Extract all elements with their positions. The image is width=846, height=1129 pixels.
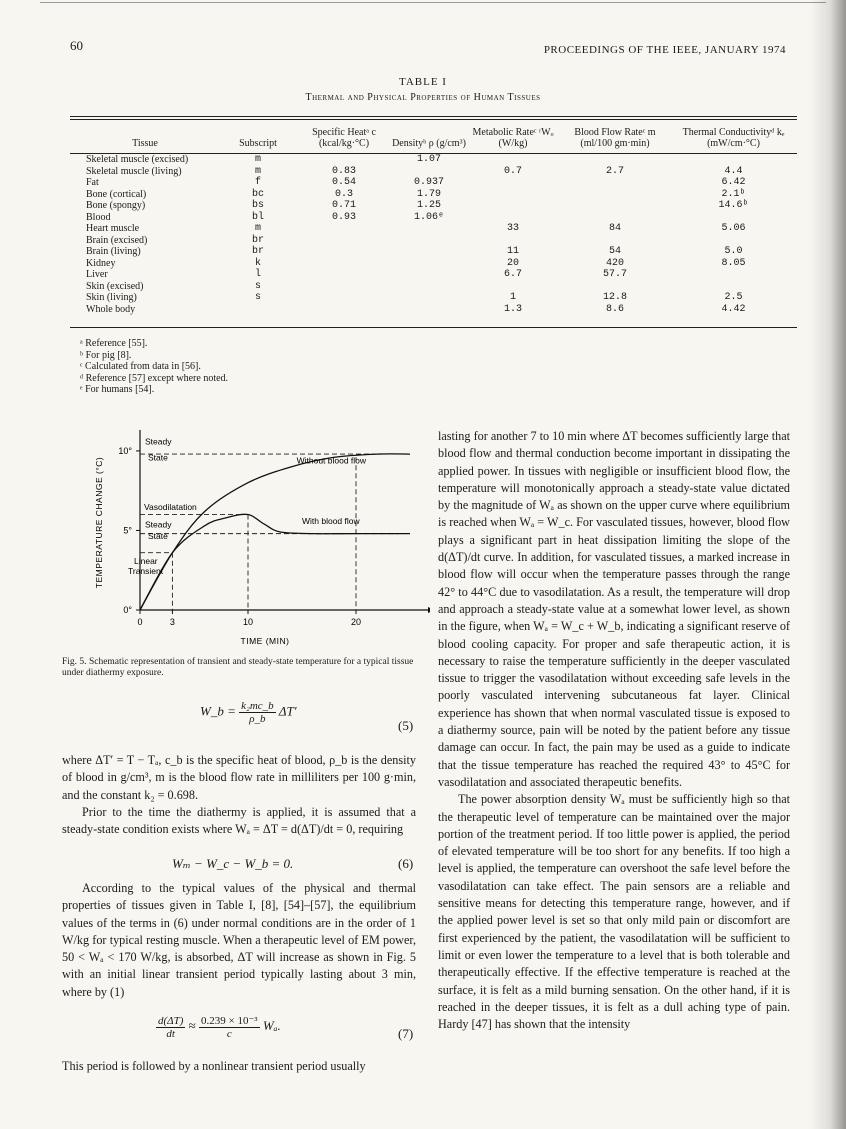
- paragraph: Prior to the time the diathermy is applied, it is assumed that a steady-state condition exists where Wₐ = ΔT = d(ΔT)/dt = 0, requiring: [62, 804, 416, 837]
- cell-sub: k: [254, 257, 261, 269]
- paragraph: lasting for another 7 to 10 min where ΔT becomes sufficiently large that blood flow and thermal conduction become important in dissipating the applied power. In tissues with negligible or insufficient blood flow, the temperature will monotonically approach a steady-state value dictated by the magnitude of Wₐ as shown on the upper curve where equilibrium is reached when Wₐ = W_c. For vasculated tissues, however, blood flow plays a significant part in heat dissipation limiting the slope of the d(ΔT)/dt curve. In addition, for vasculated tissues, a marked increase in blood flow will occur when the temperature passes through the range 42° to 44°C due to vasodilatation. As a result, the temperature will drop and approach a steady-state value at a somewhat lower level, as shown in the figure, when Wₐ = W_c + W_b, indicating a significant reserve of blood cooling capacity. For proper and safe therapeutic action, it is necessary to raise the temperature sufficiently in the deeper vasculated tissue to trigger the vasodilatation without exceeding safe levels in the poorly vasculated intervening subcutaneous fat layer. Clinical experience has shown that when normal vasculated tissue is exposed to a diathermy source, pain will be noted by the patient before any tissue damage can occur. In fact, the pain may be used as a guide to indicate that the tissue temperature has reached the required 43° to 45°C for vasodilatation and associated therapeutic benefits.: [438, 429, 790, 789]
- eq5-numerator: k₂mc_b: [241, 700, 274, 712]
- running-header: PROCEEDINGS OF THE IEEE, JANUARY 1974: [543, 44, 786, 56]
- eq7-approx: ≈: [188, 1017, 196, 1033]
- cell-sub: br: [251, 234, 264, 246]
- cell-k: 2.5: [724, 292, 743, 303]
- cell-met: [466, 177, 560, 189]
- cell-flow: 12.8: [602, 292, 627, 303]
- equation-7: [156, 1014, 281, 1040]
- table-row: [70, 235, 797, 247]
- cell-met: [466, 235, 560, 247]
- cell-c: [296, 258, 392, 270]
- cell-met: 33: [506, 223, 519, 234]
- cell-rho: [392, 258, 466, 270]
- table-top-rule: [70, 116, 797, 117]
- cell-flow: [560, 235, 670, 247]
- cell-c: [296, 269, 392, 281]
- eq7-fraction-1: [156, 1015, 185, 1040]
- cell-tissue: Bone (cortical): [86, 188, 147, 200]
- series-with-blood-flow: [140, 514, 410, 610]
- annotation-vasodilatation: Vasodilatation: [144, 501, 197, 512]
- y-tick-label: 0°: [123, 605, 132, 615]
- x-tick-label: 20: [350, 617, 362, 627]
- table-row: [70, 292, 797, 304]
- cell-sub: [220, 304, 296, 316]
- cell-rho: 1.06ᵉ: [413, 211, 444, 223]
- cell-rho: [392, 166, 466, 178]
- cell-sub: m: [254, 154, 261, 165]
- cell-flow: [560, 154, 670, 166]
- cell-met: [466, 281, 560, 293]
- cell-met: 0.7: [503, 165, 522, 177]
- x-axis-label: TIME (MIN): [240, 636, 290, 646]
- cell-k: [670, 281, 797, 293]
- table-title: Thermal and Physical Properties of Human Tissues: [305, 92, 541, 103]
- figure-caption-text: Schematic representation of transient and steady-state temperature for a typical tissue under diathermy exposure.: [62, 657, 414, 679]
- eq5-denominator: ρ_b: [249, 713, 266, 725]
- equation-5: [200, 700, 297, 725]
- cell-sub: bs: [251, 200, 264, 211]
- table-row: [70, 154, 797, 166]
- cell-rho: 0.937: [413, 177, 444, 188]
- table-row: [70, 258, 797, 270]
- cell-k: 14.6ᵇ: [718, 200, 749, 211]
- eq7-denominator-2: c: [226, 1028, 232, 1040]
- figure-caption: [62, 657, 422, 680]
- cell-rho: [392, 235, 466, 247]
- eq5-rhs: ΔT′: [278, 703, 297, 719]
- cell-c: [296, 281, 392, 293]
- table-row: [70, 189, 797, 201]
- paragraph: According to the typical values of the physical and thermal properties of tissues given in Table I, [8], [54]–[57], the equilibrium values of the terms in (6) under normal conditions are in the order of 1 W/kg for typical resting muscle. When a therapeutic level of EM power, 50 < Wₐ < 170 W/kg, is absorbed, ΔT will increase as shown in Fig. 5 with an initial linear transient period typically lasting about 3 min, where by (1): [62, 881, 416, 999]
- cell-met: 6.7: [503, 269, 522, 280]
- cell-k: 2.1ᵇ: [721, 188, 746, 200]
- annotation-steady-state-lower-2: State: [148, 530, 168, 541]
- table-header-row: [70, 122, 797, 154]
- annotation-with-blood-flow: With blood flow: [302, 516, 360, 527]
- cell-tissue: Fat: [86, 177, 99, 188]
- scan-top-edge: [40, 2, 826, 3]
- figure-label: Fig. 5.: [62, 657, 87, 667]
- cell-flow: 57.7: [602, 269, 627, 280]
- cell-rho: [392, 281, 466, 293]
- annotation-transient: Transient: [128, 565, 164, 576]
- annotation-steady-state-upper: Steady: [145, 436, 172, 447]
- scan-binding-shadow: [810, 0, 846, 1129]
- cell-flow: 420: [605, 257, 624, 269]
- table-body: [70, 154, 797, 315]
- annotation-linear: Linear: [134, 555, 158, 566]
- cell-sub: m: [254, 165, 261, 177]
- cell-sub: bc: [251, 188, 264, 200]
- equation-6: Wₘ − W_c − W_b = 0.: [172, 856, 294, 871]
- eq5-lhs: W_b =: [200, 703, 236, 719]
- cell-met: [466, 154, 560, 166]
- cell-met: 1.3: [503, 303, 522, 315]
- y-tick-label: 5°: [123, 525, 132, 536]
- eq7-fraction-2: [199, 1014, 260, 1040]
- paragraph: The power absorption density Wₐ must be sufficiently high so that the therapeutic level of temperature can be maintained over the major portion of the treatment period. If too little power is applied, the period of elevated temperature will be too short for any benefits. If too high a level is applied, the temperature can overshoot the safe level before the vasodilatation can take effect. The pain sensors are a reliable and sensitive means for detecting this temperature range, however, and if the applied power level is set so that only mild pain or discomfort are first experienced by the patient, the vasodilatation will be sufficient to limit or even lower the temperature to a level that is both tolerable and therapeutically effective. If the effective temperature is reached at the surface, it is felt as a mild burning sensation. On the other hand, if it is reached in the deeper tissues, it is felt as a dull aching type of pain. Hardy [47] has shown that the intensity: [438, 792, 790, 1032]
- eq5-fraction: [239, 700, 276, 725]
- cell-c: [296, 154, 392, 166]
- cell-flow: [560, 177, 670, 189]
- eq7-numerator-1: d(ΔT): [158, 1014, 184, 1027]
- cell-tissue: Kidney: [86, 257, 116, 269]
- cell-sub: bl: [251, 211, 264, 223]
- cell-rho: [392, 292, 466, 304]
- cell-c: 0.93: [331, 211, 356, 223]
- col-header: Blood Flow Rateᶜ m (ml/100 gm·min): [574, 127, 656, 149]
- col-header: Tissue: [132, 138, 158, 149]
- cell-rho: 1.07: [416, 154, 441, 165]
- x-tick-label: 10: [242, 617, 254, 627]
- series-without-blood-flow: [140, 454, 410, 610]
- cell-tissue: Brain (living): [86, 246, 141, 257]
- footnote: ᵃ Reference [55].: [80, 338, 148, 349]
- cell-tissue: Brain (excised): [86, 234, 148, 246]
- table-row: [70, 223, 797, 235]
- x-tick-label: 3: [169, 617, 175, 627]
- cell-tissue: Blood: [86, 211, 111, 223]
- y-axis-label: TEMPERATURE CHANGE (°C): [94, 456, 104, 589]
- eq5-number: (5): [398, 718, 414, 733]
- cell-sub: m: [254, 223, 261, 234]
- cell-sub: l: [254, 269, 261, 280]
- footnote: ᶜ Calculated from data in [56].: [80, 361, 201, 372]
- cell-flow: 2.7: [605, 165, 624, 177]
- eq7-denominator-1: dt: [166, 1027, 175, 1040]
- cell-sub: f: [254, 177, 261, 188]
- table-top-rule-2: [70, 119, 797, 120]
- left-column-mid: [62, 880, 416, 1001]
- eq7-rhs: Wₐ.: [262, 1017, 281, 1033]
- cell-flow: [560, 212, 670, 224]
- table-row: [70, 200, 797, 212]
- table-footnotes: [80, 338, 228, 396]
- annotation-without-blood-flow: Without blood flow: [296, 455, 367, 466]
- cell-rho: [392, 223, 466, 235]
- table-row: [70, 281, 797, 293]
- cell-flow: 54: [608, 246, 621, 257]
- cell-k: [670, 212, 797, 224]
- x-axis-arrow: [428, 607, 430, 613]
- left-column-top: [62, 752, 416, 838]
- cell-k: 8.05: [721, 257, 746, 269]
- cell-rho: [392, 304, 466, 316]
- footnote: ᵉ For humans [54].: [80, 384, 155, 395]
- cell-tissue: Liver: [86, 269, 108, 280]
- cell-c: 0.71: [331, 200, 356, 211]
- cell-tissue: Bone (spongy): [86, 200, 146, 211]
- cell-sub: br: [251, 246, 264, 257]
- cell-k: [670, 235, 797, 247]
- cell-c: [296, 223, 392, 235]
- x-tick-label: 0: [137, 617, 143, 627]
- cell-rho: [392, 246, 466, 258]
- cell-tissue: Whole body: [86, 303, 136, 315]
- cell-tissue: Skin (excised): [86, 280, 144, 292]
- col-header: Subscript: [239, 138, 277, 149]
- cell-k: [670, 154, 797, 166]
- cell-rho: [392, 269, 466, 281]
- cell-tissue: Skin (living): [86, 292, 137, 303]
- cell-met: [466, 212, 560, 224]
- cell-c: [296, 304, 392, 316]
- cell-c: 0.54: [331, 177, 356, 188]
- cell-met: [466, 200, 560, 212]
- cell-met: 11: [506, 246, 519, 257]
- cell-flow: [560, 189, 670, 201]
- cell-k: 5.06: [721, 223, 746, 234]
- cell-met: [466, 189, 560, 201]
- col-header: Thermal Conductivityᵈ kₑ (mW/cm·°C): [682, 127, 785, 149]
- cell-k: 4.42: [721, 303, 746, 315]
- cell-flow: [560, 200, 670, 212]
- footnote: ᵈ Reference [57] except where noted.: [80, 372, 229, 384]
- cell-rho: 1.79: [416, 188, 441, 200]
- cell-tissue: Skeletal muscle (living): [86, 165, 182, 177]
- footnote: ᵇ For pig [8].: [80, 349, 132, 361]
- table-row: [70, 246, 797, 258]
- cell-met: 20: [506, 257, 519, 269]
- cell-met: 1: [509, 292, 516, 303]
- annotation-steady-state-lower: Steady: [145, 519, 172, 530]
- eq7-numerator-2: 0.239 × 10⁻³: [201, 1015, 258, 1027]
- y-tick-label: 10°: [118, 445, 132, 456]
- eq7-number: (7): [398, 1026, 414, 1041]
- page-number: 60: [70, 38, 83, 53]
- table-number: TABLE I: [399, 76, 447, 88]
- cell-k: 4.4: [724, 165, 743, 177]
- cell-k: 5.0: [724, 246, 743, 257]
- cell-k: 6.42: [721, 177, 746, 188]
- cell-sub: s: [254, 292, 261, 303]
- cell-c: [296, 235, 392, 247]
- paragraph: This period is followed by a nonlinear transient period usually: [62, 1059, 366, 1073]
- cell-sub: s: [254, 280, 261, 292]
- cell-flow: [560, 281, 670, 293]
- cell-tissue: Heart muscle: [86, 223, 140, 234]
- table-row: [70, 177, 797, 189]
- table-row: [70, 212, 797, 224]
- cell-k: [670, 269, 797, 281]
- col-header: Densityᵇ ρ (g/cm³): [392, 138, 466, 149]
- eq6-number: (6): [398, 856, 414, 871]
- cell-tissue: Skeletal muscle (excised): [86, 154, 189, 165]
- properties-table: [70, 122, 797, 315]
- table-row: [70, 269, 797, 281]
- figure-5-chart: [70, 430, 430, 650]
- right-column: [438, 428, 790, 1033]
- table-row: [70, 304, 797, 316]
- col-header: Specific Heatᵃ c (kcal/kg·°C): [312, 127, 376, 149]
- left-column-bottom: [62, 1058, 416, 1075]
- cell-flow: 84: [608, 223, 621, 234]
- col-header: Metabolic Rateᶜ ʳWₒ (W/kg): [472, 127, 554, 149]
- table-bottom-rule: [70, 327, 797, 328]
- cell-c: [296, 292, 392, 304]
- annotation-steady-state-upper-2: State: [148, 452, 168, 463]
- paragraph: where ΔT′ = T − Tₐ, c_b is the specific heat of blood, ρ_b is the density of blood in g/cm³, m is the blood flow rate in milliliters per 100 g·min, and the constant k₂ = 0.698.: [62, 753, 416, 802]
- cell-flow: 8.6: [605, 303, 624, 315]
- cell-rho: 1.25: [416, 200, 441, 211]
- cell-c: 0.3: [334, 188, 353, 200]
- cell-c: [296, 246, 392, 258]
- cell-c: 0.83: [331, 165, 356, 177]
- table-row: [70, 166, 797, 178]
